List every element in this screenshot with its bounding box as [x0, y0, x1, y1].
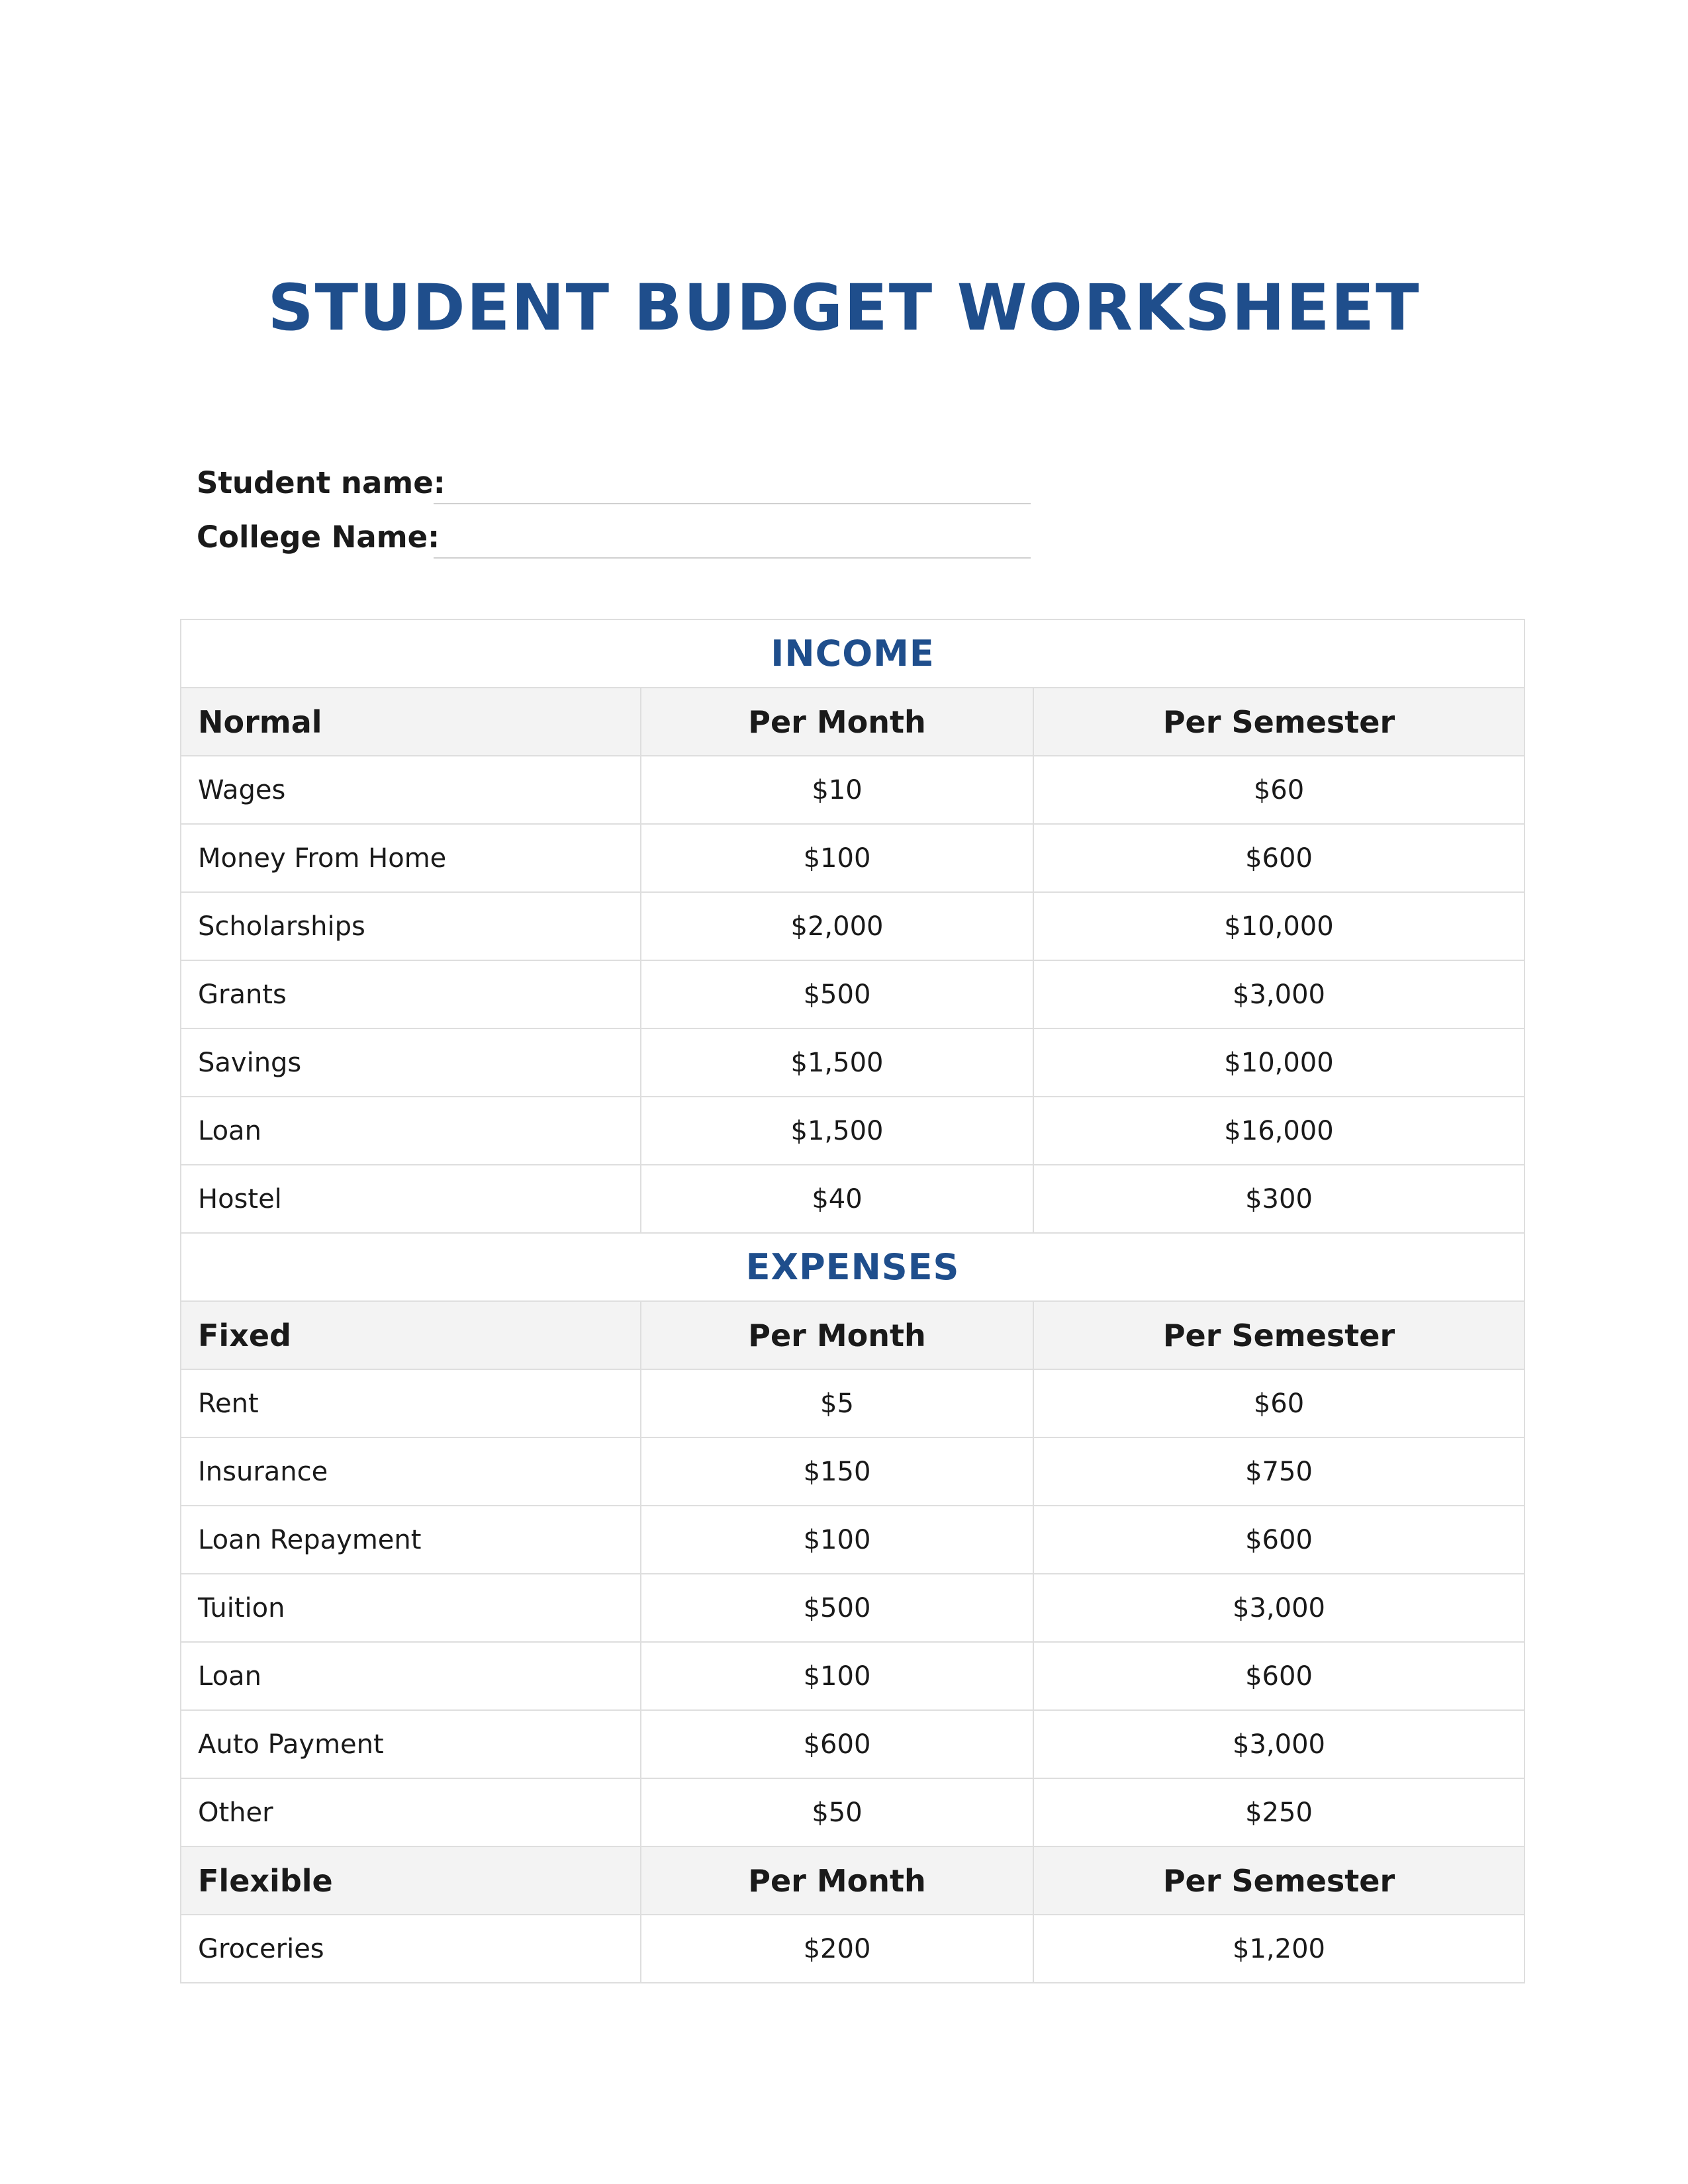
per-semester-value: $10,000: [1033, 892, 1524, 960]
expenses-section-title-row: [181, 1233, 1524, 1301]
table-row: [181, 960, 1524, 1028]
row-label: Loan: [181, 1642, 641, 1710]
per-semester-value: $10,000: [1033, 1028, 1524, 1097]
column-header-per-month: Per Month: [641, 1301, 1033, 1369]
column-header-per-month: Per Month: [641, 688, 1033, 756]
table-row: [181, 756, 1524, 824]
per-semester-value: $60: [1033, 1369, 1524, 1437]
per-month-value: $500: [641, 960, 1033, 1028]
student-name-field-row: [197, 457, 1031, 510]
column-header-per-semester: Per Semester: [1033, 1301, 1524, 1369]
column-header-label: Fixed: [181, 1301, 641, 1369]
per-semester-value: $600: [1033, 1642, 1524, 1710]
row-label: Other: [181, 1778, 641, 1846]
per-semester-value: $600: [1033, 824, 1524, 892]
student-name-field[interactable]: [434, 503, 1031, 504]
per-month-value: $600: [641, 1710, 1033, 1778]
per-month-value: $100: [641, 1642, 1033, 1710]
budget-table: [180, 619, 1525, 1983]
row-label: Hostel: [181, 1165, 641, 1233]
college-name-field-row: [197, 511, 1031, 564]
expenses-section-title: EXPENSES: [181, 1233, 1524, 1301]
table-row: [181, 1710, 1524, 1778]
income-header-row: [181, 688, 1524, 756]
table-row: [181, 1642, 1524, 1710]
table-row: [181, 892, 1524, 960]
flexible-header-row: [181, 1846, 1524, 1915]
income-section-title-row: [181, 619, 1524, 688]
per-semester-value: $1,200: [1033, 1915, 1524, 1983]
row-label: Loan Repayment: [181, 1506, 641, 1574]
column-header-per-semester: Per Semester: [1033, 688, 1524, 756]
college-name-label: College Name:: [197, 520, 440, 555]
row-label: Scholarships: [181, 892, 641, 960]
per-month-value: $40: [641, 1165, 1033, 1233]
row-label: Loan: [181, 1097, 641, 1165]
row-label: Grants: [181, 960, 641, 1028]
per-month-value: $2,000: [641, 892, 1033, 960]
table-row: [181, 1028, 1524, 1097]
per-semester-value: $750: [1033, 1437, 1524, 1506]
per-semester-value: $16,000: [1033, 1097, 1524, 1165]
column-header-per-semester: Per Semester: [1033, 1846, 1524, 1915]
per-month-value: $1,500: [641, 1028, 1033, 1097]
table-row: [181, 1097, 1524, 1165]
per-month-value: $150: [641, 1437, 1033, 1506]
per-month-value: $100: [641, 824, 1033, 892]
table-row: [181, 824, 1524, 892]
per-semester-value: $3,000: [1033, 1574, 1524, 1642]
per-semester-value: $60: [1033, 756, 1524, 824]
student-name-label: Student name:: [197, 465, 445, 500]
row-label: Auto Payment: [181, 1710, 641, 1778]
column-header-label: Flexible: [181, 1846, 641, 1915]
per-semester-value: $300: [1033, 1165, 1524, 1233]
per-month-value: $500: [641, 1574, 1033, 1642]
table-row: [181, 1437, 1524, 1506]
row-label: Savings: [181, 1028, 641, 1097]
per-month-value: $5: [641, 1369, 1033, 1437]
income-section-title: INCOME: [181, 619, 1524, 688]
table-row: [181, 1165, 1524, 1233]
table-row: [181, 1369, 1524, 1437]
table-row: [181, 1574, 1524, 1642]
row-label: Insurance: [181, 1437, 641, 1506]
per-month-value: $200: [641, 1915, 1033, 1983]
per-semester-value: $3,000: [1033, 1710, 1524, 1778]
column-header-per-month: Per Month: [641, 1846, 1033, 1915]
page-title: STUDENT BUDGET WORKSHEET: [267, 271, 1421, 345]
fixed-header-row: [181, 1301, 1524, 1369]
table-row: [181, 1778, 1524, 1846]
per-semester-value: $3,000: [1033, 960, 1524, 1028]
per-month-value: $100: [641, 1506, 1033, 1574]
per-month-value: $1,500: [641, 1097, 1033, 1165]
table-row: [181, 1915, 1524, 1983]
row-label: Tuition: [181, 1574, 641, 1642]
per-month-value: $50: [641, 1778, 1033, 1846]
per-semester-value: $250: [1033, 1778, 1524, 1846]
college-name-field[interactable]: [434, 557, 1031, 559]
column-header-label: Normal: [181, 688, 641, 756]
row-label: Wages: [181, 756, 641, 824]
per-month-value: $10: [641, 756, 1033, 824]
row-label: Money From Home: [181, 824, 641, 892]
budget-table-body: [181, 619, 1524, 1983]
row-label: Groceries: [181, 1915, 641, 1983]
per-semester-value: $600: [1033, 1506, 1524, 1574]
table-row: [181, 1506, 1524, 1574]
row-label: Rent: [181, 1369, 641, 1437]
